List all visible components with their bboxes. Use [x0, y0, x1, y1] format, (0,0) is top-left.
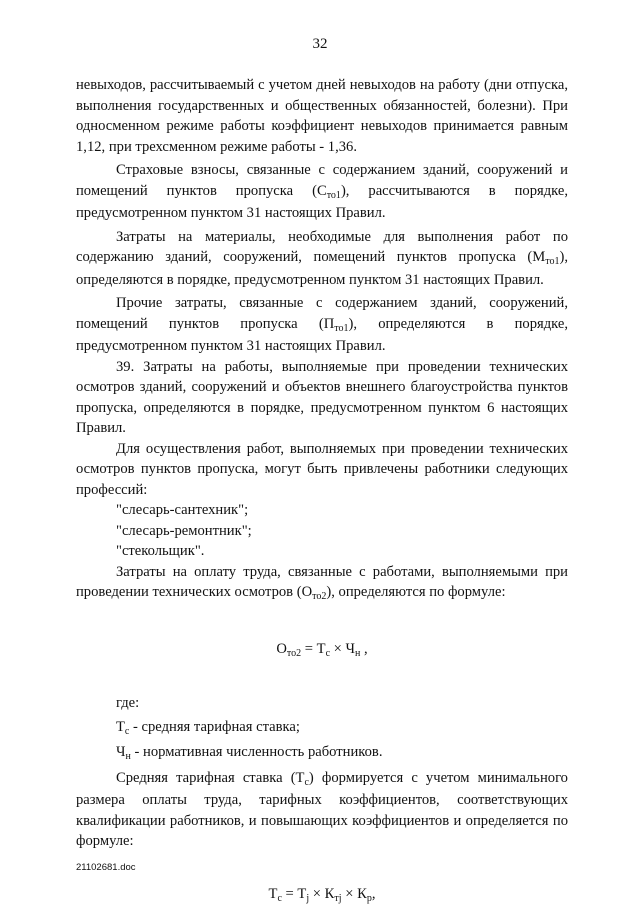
- paragraph: Средняя тарифная ставка $(Т_с)$ формируется с учетом минимального размера оплаты труда, тарифных коэффициентов, соответствующих квалификации работников, и повышающих коэффициентов и определяется по формуле:: [76, 768, 568, 852]
- list-item: "стекольщик".: [76, 541, 568, 562]
- paragraph: Для осуществления работ, выполняемых при проведении технических осмотров пунктов пропуска, могут быть привлечены работники следующих профессий:: [76, 439, 568, 501]
- paragraph: Затраты на материалы, необходимые для выполнения работ по содержанию зданий, сооружений, помещений пунктов пропуска $(М_{то1})$, определяются в порядке, предусмотренном пунктом 31 настоящих Правил.: [76, 227, 568, 291]
- list-item: "слесарь-ремонтник";: [76, 521, 568, 542]
- paragraph: Прочие затраты, связанные с содержанием зданий, сооружений, помещений пунктов пропуска $(П_{то1})$, определяются в порядке, предусмотренном пунктом 31 настоящих Правил.: [76, 293, 568, 357]
- list-item: "слесарь-сантехник";: [76, 500, 568, 521]
- paragraph: невыходов, рассчитываемый с учетом дней невыходов на работу (дни отпуска, выполнения государственных и общественных обязанностей, болезни). При односменном режиме работы коэффициент невыходов принимается равным 1,12, при трехсменном режиме работы - 1,36.: [76, 75, 568, 157]
- definition: $Ч_н$ - нормативная численность работников.: [76, 742, 568, 765]
- page-number: 32: [0, 36, 640, 53]
- definition: $Т_с$ - средняя тарифная ставка;: [76, 717, 568, 740]
- paragraph: Затраты на оплату труда, связанные с работами, выполняемыми при проведении технических осмотров $(О_{то2})$, определяются по формуле:: [76, 562, 568, 605]
- where-label: где:: [76, 693, 568, 714]
- paragraph: 39. Затраты на работы, выполняемые при проведении технических осмотров зданий, сооружений и объектов внешнего благоустройства пунктов пропуска, определяются в порядке, предусмотренном пунктом 6 настоящих Правил.: [76, 357, 568, 439]
- formula: $Т_с = Т_j \times К_{тj} \times К_р$,: [76, 884, 568, 906]
- document-body: [76, 75, 568, 906]
- formula: $О_{то2} = Т_с \times Ч_н$ ,: [76, 639, 568, 662]
- paragraph: Страховые взносы, связанные с содержанием зданий, сооружений и помещений пунктов пропуска $(С_{то1})$, рассчитываются в порядке, предусмотренном пунктом 31 настоящих Правил.: [76, 160, 568, 224]
- footer-filename: 21102681.doc: [76, 862, 136, 873]
